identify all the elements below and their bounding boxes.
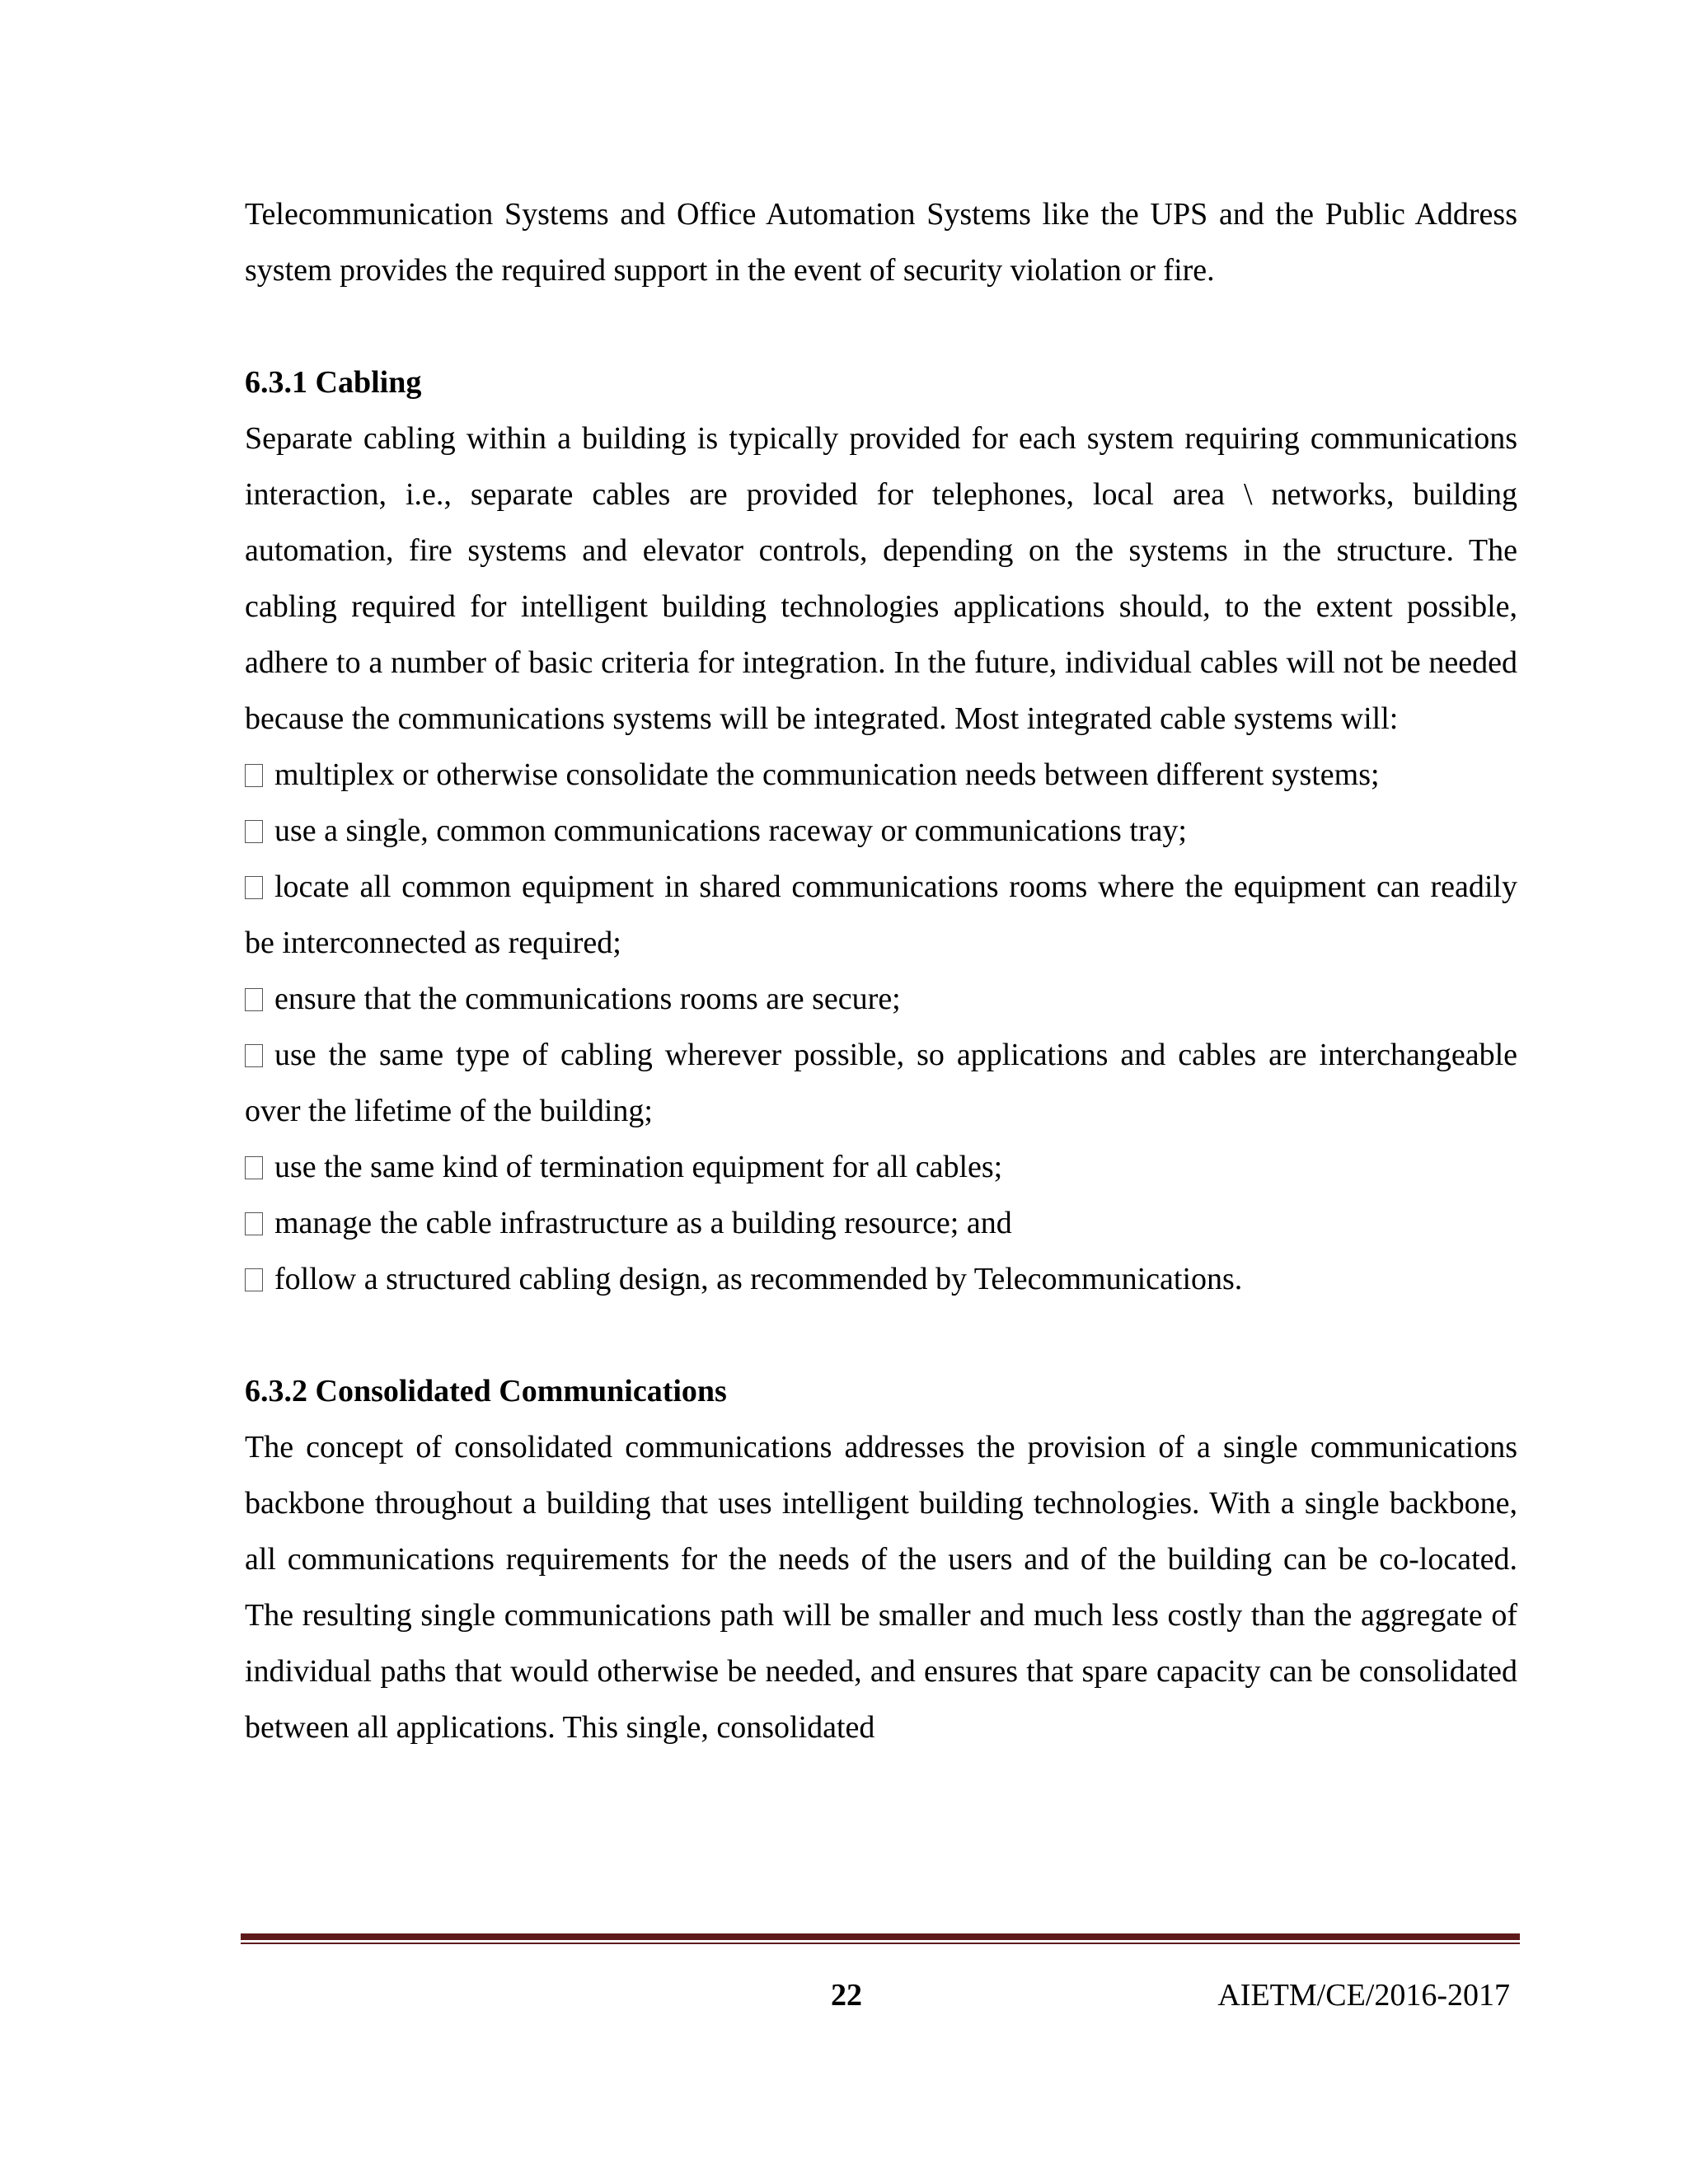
list-item <box>245 803 1517 859</box>
list-item <box>245 747 1517 803</box>
page-number: 22 <box>831 1978 862 2013</box>
footer-rule-thick <box>241 1933 1520 1940</box>
missing-glyph-bullet-icon <box>245 876 263 899</box>
missing-glyph-bullet-icon <box>245 820 263 843</box>
missing-glyph-bullet-icon <box>245 764 263 787</box>
document-code: AIETM/CE/2016-2017 <box>1217 1978 1510 2013</box>
list-item-text: locate all common equipment in shared communications rooms where the equipment can readily be interconnected as required; <box>245 869 1517 960</box>
list-item <box>245 1027 1517 1139</box>
list-item <box>245 971 1517 1027</box>
list-item <box>245 859 1517 971</box>
spacer <box>245 1307 1517 1363</box>
page-body <box>245 186 1517 1755</box>
section-heading-cabling: 6.3.1 Cabling <box>245 365 422 400</box>
missing-glyph-bullet-icon <box>245 988 263 1011</box>
list-item-text: use the same kind of termination equipment for all cables; <box>274 1150 1003 1184</box>
missing-glyph-bullet-icon <box>245 1044 263 1067</box>
list-item <box>245 1139 1517 1195</box>
section-heading-consolidated-communications: 6.3.2 Consolidated Communications <box>245 1374 727 1408</box>
missing-glyph-bullet-icon <box>245 1212 263 1235</box>
list-item-text: manage the cable infrastructure as a building resource; and <box>274 1206 1012 1240</box>
cabling-paragraph: Separate cabling within a building is typically provided for each system requiring communications interaction, i.e., separate cables are provided for telephones, local area \ networks, building automation, fire systems and elevator controls, depending on the systems in the structure. The cabling required for intelligent building technologies applications should, to the extent possible, adhere to a number of basic criteria for integration. In the future, individual cables will not be needed because the communications systems will be integrated. Most integrated cable systems will: <box>245 421 1517 736</box>
list-item <box>245 1251 1517 1307</box>
missing-glyph-bullet-icon <box>245 1156 263 1179</box>
list-item-text: follow a structured cabling design, as recommended by Telecommunications. <box>274 1262 1243 1296</box>
footer-rule-thin <box>241 1943 1520 1944</box>
list-item-text: use the same type of cabling wherever possible, so applications and cables are interchangeable over the lifetime of the building; <box>245 1038 1517 1128</box>
list-item-text: use a single, common communications raceway or communications tray; <box>274 813 1187 848</box>
missing-glyph-bullet-icon <box>245 1268 263 1291</box>
list-item <box>245 1195 1517 1251</box>
spacer <box>245 298 1517 354</box>
consolidated-communications-paragraph: The concept of consolidated communications addresses the provision of a single communications backbone throughout a building that uses intelligent building technologies. With a single backbone, all communications requirements for the needs of the users and of the building can be co-located. The resulting single communications path will be smaller and much less costly than the aggregate of individual paths that would otherwise be needed, and ensures that spare capacity can be consolidated between all applications. This single, consolidated <box>245 1430 1517 1745</box>
intro-paragraph: Telecommunication Systems and Office Automation Systems like the UPS and the Public Address system provides the required support in the event of security violation or fire. <box>245 197 1517 288</box>
list-item-text: ensure that the communications rooms are secure; <box>274 982 901 1016</box>
list-item-text: multiplex or otherwise consolidate the communication needs between different systems; <box>274 757 1380 792</box>
